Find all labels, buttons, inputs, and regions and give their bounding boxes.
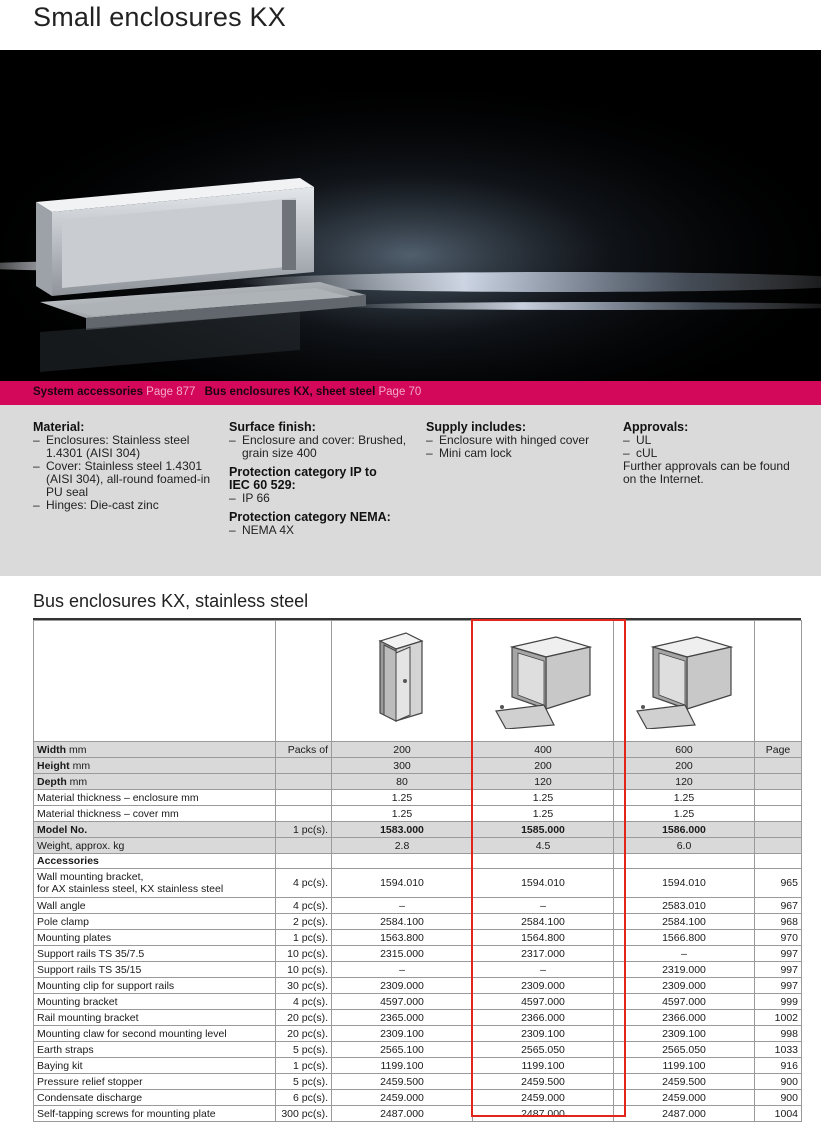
accessory-row: Wall mounting bracket, for AX stainless steel, KX stainless steel 4 pc(s). 1594.010 1594.010 1594.010 965: [34, 869, 802, 898]
supply-item: – Mini cam lock: [426, 446, 512, 460]
accessory-row: Pressure relief stopper 5 pc(s). 2459.500 2459.500 2459.500 900: [34, 1074, 802, 1090]
material-heading: Material:: [33, 420, 85, 434]
surface-heading: Surface finish:: [229, 420, 316, 434]
system-accessories-link[interactable]: System accessories: [33, 386, 143, 398]
model-row: Model No. 1 pc(s). 1583.000 1585.000 1586.000: [34, 822, 802, 838]
weight-row: Weight, approx. kg 2.8 4.5 6.0: [34, 838, 802, 854]
approval-item: – UL: [623, 433, 652, 447]
nema-heading: Protection category NEMA:: [229, 510, 391, 524]
supply-item: – Enclosure with hinged cover: [426, 433, 590, 447]
accessory-row: Mounting bracket 4 pc(s). 4597.000 4597.000 4597.000 999: [34, 994, 802, 1010]
bus-enclosures-sheet-steel-page[interactable]: Page 70: [378, 386, 422, 398]
page-title: Small enclosures KX: [33, 2, 286, 32]
approval-item: – cUL: [623, 446, 658, 460]
approvals-note: Further approvals can be found on the Internet.: [623, 459, 790, 486]
accessories-bar: [0, 381, 821, 405]
system-accessories-page[interactable]: Page 877: [146, 386, 196, 398]
material-column: [33, 421, 219, 518]
accessory-row: Mounting clip for support rails 30 pc(s). 2309.000 2309.000 2309.000 997: [34, 978, 802, 994]
material-item: – Cover: Stainless steel 1.4301 (AISI 304), all-round foamed-in PU seal: [33, 459, 211, 499]
approvals-column: [623, 421, 798, 486]
accessory-row: Wall angle 4 pc(s). – – 2583.010 967: [34, 898, 802, 914]
accessory-row: Condensate discharge 6 pc(s). 2459.000 2459.000 2459.000 900: [34, 1090, 802, 1106]
depth-row: Depth mm 80 120 120: [34, 774, 802, 790]
bus-enclosures-sheet-steel-link[interactable]: Bus enclosures KX, sheet steel: [204, 386, 376, 398]
supply-heading: Supply includes:: [426, 420, 527, 434]
accessory-row: Support rails TS 35/7.5 10 pc(s). 2315.000 2317.000 – 997: [34, 946, 802, 962]
accessory-row: Mounting claw for second mounting level 20 pc(s). 2309.100 2309.100 2309.100 998: [34, 1026, 802, 1042]
accessory-row: Earth straps 5 pc(s). 2565.100 2565.050 2565.050 1033: [34, 1042, 802, 1058]
width-row: Width mm Packs of 200 400 600 Page: [34, 742, 802, 758]
ip-heading: Protection category IP to IEC 60 529:: [229, 465, 377, 492]
approvals-heading: Approvals:: [623, 420, 689, 434]
supply-column: [426, 421, 612, 466]
height-row: Height mm 300 200 200: [34, 758, 802, 774]
material-item: – Hinges: Die-cast zinc: [33, 498, 159, 512]
product-image-row: [34, 621, 802, 742]
ip-item: – IP 66: [229, 491, 270, 505]
material-cover-row: Material thickness – cover mm 1.25 1.25 1.25: [34, 806, 802, 822]
enclosure-600-image: [614, 621, 755, 742]
enclosure-200-image: [332, 621, 473, 742]
hero-product-image: [0, 50, 821, 381]
accessory-row: Support rails TS 35/15 10 pc(s). – – 2319.000 997: [34, 962, 802, 978]
product-table: [33, 620, 802, 1122]
accessory-row: Self-tapping screws for mounting plate 300 pc(s). 2487.000 2487.000 2487.000 1004: [34, 1106, 802, 1122]
material-item: – Enclosures: Stainless steel 1.4301 (AISI 304): [33, 433, 190, 460]
nema-item: – NEMA 4X: [229, 523, 295, 537]
accessory-row: Baying kit 1 pc(s). 1199.100 1199.100 1199.100 916: [34, 1058, 802, 1074]
section-title: Bus enclosures KX, stainless steel: [33, 591, 309, 611]
accessories-heading-row: Accessories: [34, 854, 802, 869]
accessory-row: Pole clamp 2 pc(s). 2584.100 2584.100 2584.100 968: [34, 914, 802, 930]
enclosure-400-image: [473, 621, 614, 742]
material-enclosure-row: Material thickness – enclosure mm 1.25 1.25 1.25: [34, 790, 802, 806]
accessory-row: Mounting plates 1 pc(s). 1563.800 1564.800 1566.800 970: [34, 930, 802, 946]
accessory-row: Rail mounting bracket 20 pc(s). 2365.000 2366.000 2366.000 1002: [34, 1010, 802, 1026]
specification-panel: [0, 405, 821, 576]
surface-column: [229, 421, 409, 543]
surface-item: – Enclosure and cover: Brushed, grain size 400: [229, 433, 407, 460]
